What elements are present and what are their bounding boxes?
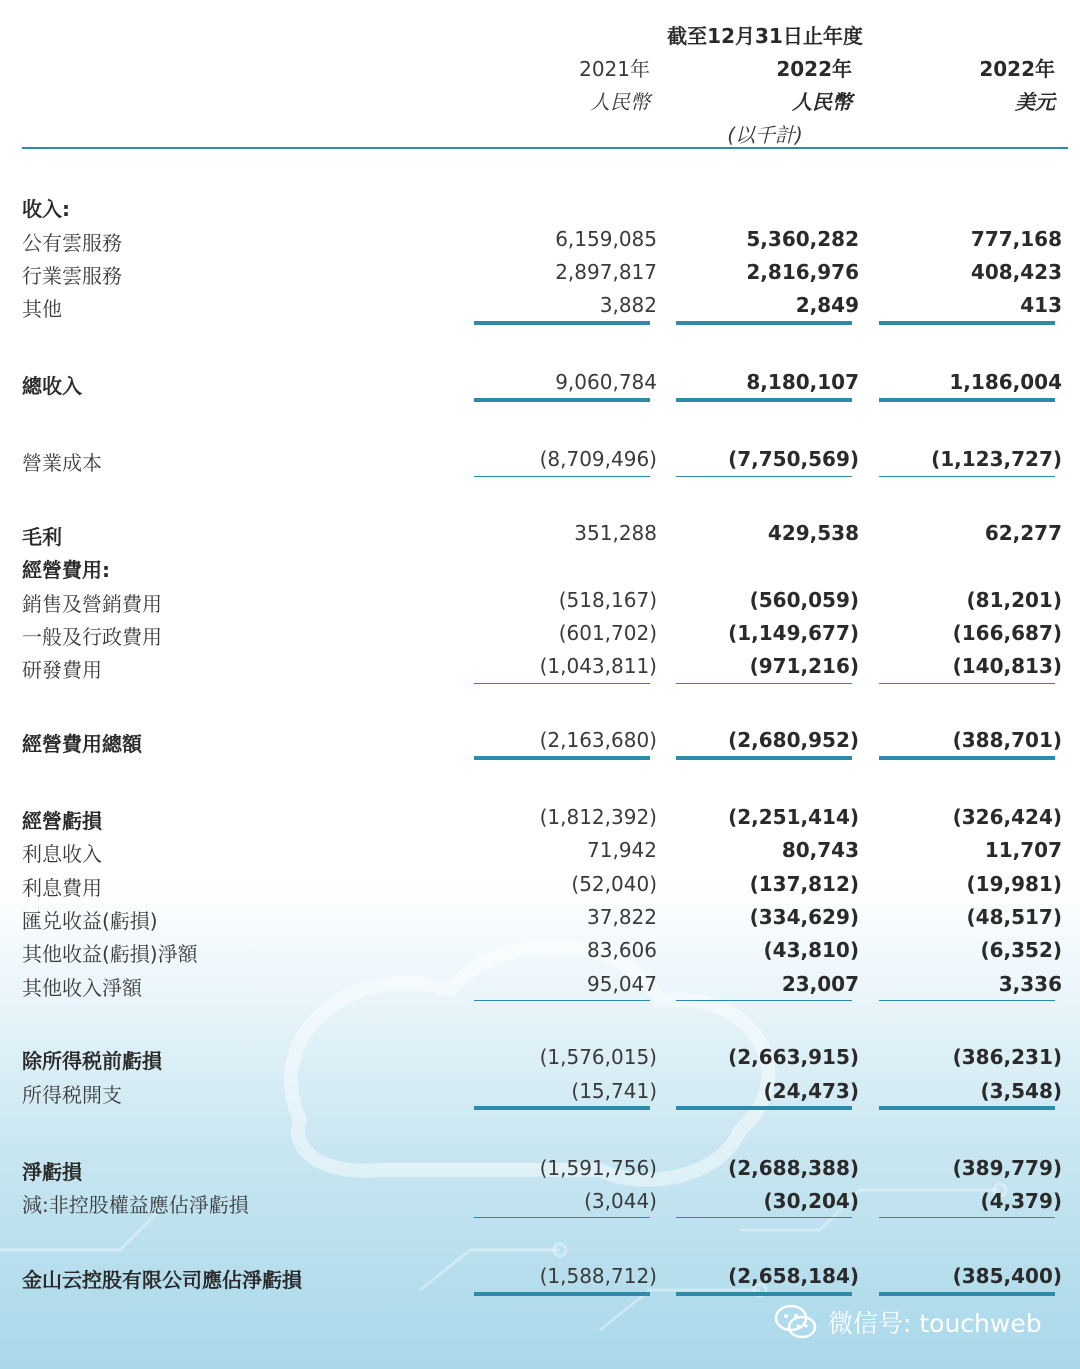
row-sales-marketing <box>0 588 1080 618</box>
value-2022-usd: (385,400) <box>952 1264 1062 1288</box>
value-2022-usd: (81,201) <box>966 588 1062 612</box>
row-cost-of-revenue <box>0 447 1080 477</box>
subtotal-rule <box>676 756 852 760</box>
value-2021-rmb: 3,882 <box>599 293 657 317</box>
row-label: 所得税開支 <box>22 1083 122 1107</box>
wechat-icon <box>774 1302 818 1342</box>
section-rule <box>474 683 650 684</box>
subtotal-rule <box>879 1106 1055 1110</box>
subtotal-rule <box>474 398 650 402</box>
value-2021-rmb: (1,591,756) <box>539 1156 657 1180</box>
value-2022-usd: (388,701) <box>952 728 1062 752</box>
row-label: 經營虧損 <box>22 809 102 833</box>
value-2022-rmb: (137,812) <box>749 872 859 896</box>
value-2021-rmb: 2,897,817 <box>555 260 657 284</box>
value-2022-rmb: (560,059) <box>749 588 859 612</box>
value-2022-usd: 3,336 <box>998 972 1062 996</box>
value-2022-rmb: (334,629) <box>749 905 859 929</box>
value-2022-usd: (326,424) <box>952 805 1062 829</box>
row-other-income-net <box>0 972 1080 1002</box>
watermark-text: 微信号: touchweb <box>828 1309 1042 1338</box>
row-income-tax <box>0 1079 1080 1109</box>
row-label: 經營費用: <box>22 558 110 582</box>
value-2021-rmb: (15,741) <box>571 1079 657 1103</box>
row-label: 行業雲服務 <box>22 264 122 288</box>
value-2022-usd: (389,779) <box>952 1156 1062 1180</box>
value-2022-usd: 11,707 <box>984 838 1062 862</box>
section-rule <box>879 1217 1055 1218</box>
row-label: 淨虧損 <box>22 1160 82 1184</box>
row-label: 經營費用總額 <box>22 732 142 756</box>
section-rule <box>879 683 1055 684</box>
row-noncontrolling-interests <box>0 1189 1080 1219</box>
value-2021-rmb: (1,576,015) <box>539 1045 657 1069</box>
value-2022-rmb: (2,251,414) <box>728 805 859 829</box>
row-interest-expense <box>0 872 1080 902</box>
row-label: 總收入 <box>22 374 82 398</box>
subtotal-rule <box>879 1292 1055 1296</box>
value-2022-rmb: 2,816,976 <box>746 260 859 284</box>
value-2022-rmb: (1,149,677) <box>728 621 859 645</box>
col2-year: 2022年 <box>776 57 852 81</box>
value-2021-rmb: (1,588,712) <box>539 1264 657 1288</box>
row-label: 金山云控股有限公司應佔淨虧損 <box>22 1268 302 1292</box>
value-2022-usd: 62,277 <box>984 521 1062 545</box>
value-2021-rmb: (3,044) <box>584 1189 657 1213</box>
period-header: 截至12月31日止年度 <box>667 24 863 48</box>
row-label: 利息收入 <box>22 842 102 866</box>
value-2022-usd: 777,168 <box>970 227 1062 251</box>
row-other-gains-net <box>0 938 1080 968</box>
value-2021-rmb: (518,167) <box>558 588 657 612</box>
row-operating-loss <box>0 805 1080 835</box>
row-label: 減:非控股權益應佔淨虧損 <box>22 1193 249 1217</box>
subtotal-rule <box>474 1106 650 1110</box>
col1-year: 2021年 <box>579 57 650 81</box>
col3-year: 2022年 <box>979 57 1055 81</box>
col1-currency: 人民幣 <box>590 90 650 114</box>
value-2021-rmb: (1,812,392) <box>539 805 657 829</box>
row-label: 其他 <box>22 297 62 321</box>
col3-currency: 美元 <box>1015 90 1055 114</box>
row-net-loss-attributable <box>0 1264 1080 1294</box>
value-2022-usd: (386,231) <box>952 1045 1062 1069</box>
value-2022-usd: 1,186,004 <box>949 370 1062 394</box>
value-2022-rmb: 23,007 <box>781 972 859 996</box>
value-2022-rmb: 2,849 <box>795 293 859 317</box>
units-note: (以千計) <box>727 123 803 147</box>
row-total-opex <box>0 728 1080 758</box>
section-rule <box>474 1000 650 1001</box>
value-2022-usd: 408,423 <box>970 260 1062 284</box>
value-2021-rmb: (601,702) <box>558 621 657 645</box>
value-2022-rmb: 5,360,282 <box>746 227 859 251</box>
row-total-revenue <box>0 370 1080 400</box>
subtotal-rule <box>474 321 650 325</box>
row-opex-heading <box>0 554 1080 584</box>
value-2022-usd: (19,981) <box>966 872 1062 896</box>
value-2022-usd: (1,123,727) <box>931 447 1062 471</box>
value-2021-rmb: 37,822 <box>587 905 657 929</box>
row-others <box>0 293 1080 323</box>
header-rule <box>22 147 1068 149</box>
row-label: 銷售及營銷費用 <box>22 592 162 616</box>
row-public-cloud <box>0 227 1080 257</box>
value-2022-usd: (6,352) <box>980 938 1062 962</box>
section-rule <box>676 1217 852 1218</box>
row-label: 營業成本 <box>22 451 102 475</box>
row-label: 其他收入淨額 <box>22 976 142 1000</box>
value-2021-rmb: 71,942 <box>587 838 657 862</box>
section-rule <box>676 683 852 684</box>
value-2022-rmb: (2,663,915) <box>728 1045 859 1069</box>
value-2021-rmb: 6,159,085 <box>555 227 657 251</box>
value-2021-rmb: (2,163,680) <box>539 728 657 752</box>
section-rule <box>879 1000 1055 1001</box>
row-label: 匯兑收益(虧損) <box>22 909 158 933</box>
value-2022-rmb: (2,688,388) <box>728 1156 859 1180</box>
row-fx-gain-loss <box>0 905 1080 935</box>
row-label: 收入: <box>22 197 70 221</box>
value-2022-rmb: (43,810) <box>763 938 859 962</box>
col2-currency: 人民幣 <box>792 90 852 114</box>
value-2022-rmb: (30,204) <box>763 1189 859 1213</box>
value-2022-rmb: (7,750,569) <box>728 447 859 471</box>
value-2021-rmb: 351,288 <box>574 521 657 545</box>
row-industry-cloud <box>0 260 1080 290</box>
value-2021-rmb: 83,606 <box>587 938 657 962</box>
subtotal-rule <box>676 321 852 325</box>
subtotal-rule <box>879 756 1055 760</box>
subtotal-rule <box>474 756 650 760</box>
value-2021-rmb: (1,043,811) <box>539 654 657 678</box>
section-rule <box>474 476 650 477</box>
subtotal-rule <box>474 1292 650 1296</box>
subtotal-rule <box>879 398 1055 402</box>
value-2021-rmb: (52,040) <box>571 872 657 896</box>
value-2022-rmb: 429,538 <box>767 521 859 545</box>
row-loss-before-tax <box>0 1045 1080 1075</box>
subtotal-rule <box>676 1106 852 1110</box>
row-label: 利息費用 <box>22 876 102 900</box>
value-2022-rmb: (24,473) <box>763 1079 859 1103</box>
value-2022-usd: (3,548) <box>980 1079 1062 1103</box>
value-2022-rmb: (2,658,184) <box>728 1264 859 1288</box>
section-rule <box>474 1217 650 1218</box>
section-rule <box>879 476 1055 477</box>
value-2021-rmb: 9,060,784 <box>555 370 657 394</box>
subtotal-rule <box>879 321 1055 325</box>
value-2022-usd: (4,379) <box>980 1189 1062 1213</box>
row-label: 研發費用 <box>22 658 102 682</box>
row-label: 除所得税前虧損 <box>22 1049 162 1073</box>
value-2021-rmb: (8,709,496) <box>539 447 657 471</box>
value-2022-rmb: 8,180,107 <box>746 370 859 394</box>
value-2022-rmb: 80,743 <box>781 838 859 862</box>
row-interest-income <box>0 838 1080 868</box>
value-2022-usd: (48,517) <box>966 905 1062 929</box>
row-label: 其他收益(虧損)淨額 <box>22 942 198 966</box>
row-label: 毛利 <box>22 525 62 549</box>
section-rule <box>676 1000 852 1001</box>
row-general-admin <box>0 621 1080 651</box>
watermark <box>774 1300 1042 1344</box>
row-revenue-heading <box>0 193 1080 223</box>
row-label: 一般及行政費用 <box>22 625 162 649</box>
value-2022-rmb: (971,216) <box>749 654 859 678</box>
row-net-loss <box>0 1156 1080 1186</box>
value-2022-usd: 413 <box>1020 293 1062 317</box>
value-2022-rmb: (2,680,952) <box>728 728 859 752</box>
row-gross-profit <box>0 521 1080 551</box>
row-research-development <box>0 654 1080 684</box>
row-label: 公有雲服務 <box>22 231 122 255</box>
subtotal-rule <box>676 1292 852 1296</box>
value-2022-usd: (166,687) <box>952 621 1062 645</box>
value-2022-usd: (140,813) <box>952 654 1062 678</box>
section-rule <box>676 476 852 477</box>
subtotal-rule <box>676 398 852 402</box>
value-2021-rmb: 95,047 <box>587 972 657 996</box>
